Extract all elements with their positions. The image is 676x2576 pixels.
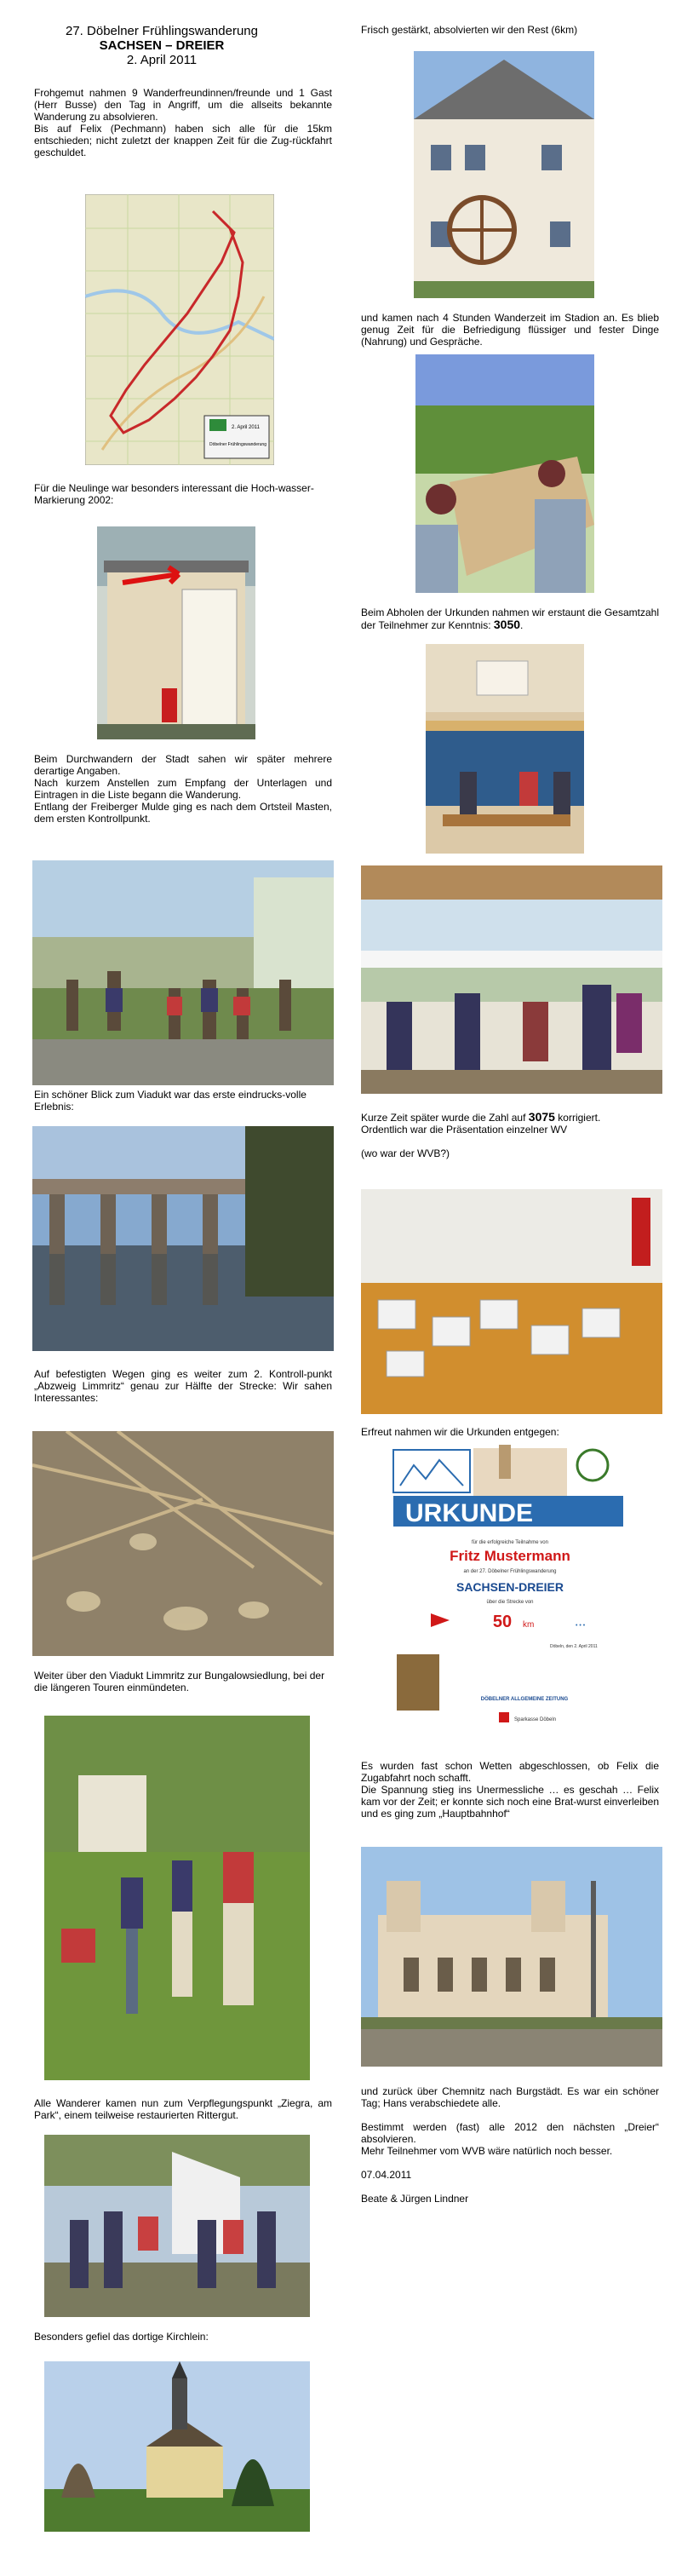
participants-count: 3050 (493, 618, 521, 631)
stadium-tables-photo (415, 354, 594, 593)
chapel-photo (44, 2361, 310, 2532)
route-map-image (85, 194, 274, 465)
certificate-heading: URKUNDE (405, 1499, 533, 1527)
svg-text:• • •: • • • (576, 1623, 586, 1629)
city-text (34, 753, 332, 825)
corrected-count: 3075 (528, 1110, 555, 1124)
frogs-photo (32, 1431, 334, 1656)
city-paragraph: Entlang der Freiberger Mulde ging es nach dem Ortsteil Masten, dem ersten Kontrollpunkt. (34, 801, 332, 825)
felix-paragraph: Es wurden fast schon Wetten abgeschlossen, ob Felix die Zugabfahrt noch schafft. (361, 1760, 659, 1784)
city-paragraph: Beim Durchwandern der Stadt sahen wir später mehrere derartige Angaben. (34, 753, 332, 777)
page-date: 2. April 2011 (126, 53, 198, 67)
hikers-group-photo (32, 860, 334, 1085)
viaduct-text: Ein schöner Blick zum Viadukt war das erste eindrucks-volle Erlebnis: (34, 1089, 306, 1113)
hall-crowd-photo (361, 865, 662, 1094)
rest-hikers-photo (44, 1716, 310, 2080)
certificate-date: Döbeln, den 2. April 2011 (550, 1644, 598, 1649)
correction-line (361, 1111, 659, 1124)
stadium-text: und kamen nach 4 Stunden Wanderzeit im Stadion an. Es blieb genug Zeit für die Befriedigung flüssiger und fester Dinge (Nahrung) und Gespräche. (361, 312, 659, 348)
report-authors: Beate & Jürgen Lindner (361, 2193, 469, 2205)
outlook-paragraph: Bestimmt werden (fast) alle 2012 den nächsten „Dreier“ absolvieren. (361, 2121, 659, 2145)
return-paragraph: und zurück über Chemnitz nach Burgstädt. Es war ein schöner Tag; Hans verabschiedete alle. (361, 2085, 659, 2109)
certificate-sponsor2: Sparkasse Döbeln (514, 1717, 557, 1722)
checkpoint-text: Auf befestigten Wegen ging es weiter zum 2. Kontroll-punkt „Abzweig Limmritz“ genau zur Hälfte der Strecke: Wir sahen Interessantes: (34, 1368, 332, 1404)
correction-text (361, 1111, 659, 1159)
intro-paragraph: Bis auf Felix (Pechmann) haben sich alle für die 15km entschieden; nicht zuletzt der knappen Zeit für die Zug-rückfahrt geschuldet. (34, 123, 332, 158)
certificate-km-unit: km (523, 1620, 535, 1630)
certificate-line3: über die Strecke von (486, 1600, 534, 1605)
closing-text (361, 2085, 659, 2205)
correction-prefix: Kurze Zeit später wurde die Zahl auf (361, 1112, 526, 1124)
registration-photo (426, 644, 584, 854)
felix-paragraph: Die Spannung stieg ins Unermessliche … es geschah … Felix kam vor der Zeit; er konnte sich noch eine Brat-wurst einverleiben und es ging zum „Hauptbahnhof“ (361, 1784, 659, 1820)
intro-text (34, 87, 332, 158)
felix-text (361, 1760, 659, 1820)
mill-house-photo (414, 51, 594, 298)
page-subtitle: SACHSEN – DREIER (99, 38, 225, 53)
correction-suffix: korrigiert. (558, 1112, 601, 1124)
flood-marker-photo (97, 526, 255, 739)
intro-paragraph: Frohgemut nahmen 9 Wanderfreundinnen/freunde und 1 Gast (Herr Busse) den Tag in Angriff, um die allseits bekannte Wanderung zu absolvieren. (34, 87, 332, 123)
certificate-sponsor1: DÖBELNER ALLGEMEINE ZEITUNG (480, 1697, 569, 1702)
certificate-line2: an der 27. Döbelner Frühlingswanderung (463, 1569, 557, 1574)
certificate-name: Fritz Mustermann (450, 1548, 570, 1564)
certificate-image (388, 1445, 632, 1753)
city-paragraph: Nach kurzem Anstellen zum Empfang der Unterlagen und Eintragen in die Liste begann die Wanderung. (34, 777, 332, 801)
limmritz-text: Weiter über den Viadukt Limmritz zur Bungalowsiedlung, bei der die längeren Touren einmündeten. (34, 1670, 325, 1693)
certificate-line1: für die erfolgreiche Teilnahme von (472, 1540, 548, 1545)
outlook-paragraph: Mehr Teilnehmer vom WVB wäre natürlich noch besser. (361, 2145, 613, 2157)
presentation-line: Ordentlich war die Präsentation einzelner WV (361, 1124, 568, 1136)
participants-text: Beim Abholen der Urkunden nahmen wir erstaunt die Gesamtzahl der Teilnehmer zur Kenntnis: 3050. (361, 607, 659, 631)
page-title: 27. Döbelner Frühlingswanderung (66, 24, 258, 38)
tent-crowd-photo (44, 2135, 310, 2317)
certificate-km: 50 (492, 1613, 513, 1631)
flood-mark-text: Für die Neulinge war besonders interessant die Hoch-wasser-Markierung 2002: (34, 482, 314, 506)
certificate-event: SACHSEN-DREIER (455, 1580, 564, 1594)
map-legend-date: 2. April 2011 (232, 425, 260, 430)
certificates-text: Erfreut nahmen wir die Urkunden entgegen: (361, 1426, 559, 1438)
page-title-block (34, 24, 289, 67)
viaduct-photo (32, 1126, 334, 1351)
map-legend-caption: Döbelner Frühlingswanderung (209, 442, 266, 447)
report-date: 07.04.2011 (361, 2169, 412, 2181)
brochures-table-photo (361, 1189, 662, 1414)
chapel-text: Besonders gefiel das dortige Kirchlein: (34, 2331, 209, 2343)
wvb-question: (wo war der WVB?) (361, 1147, 450, 1159)
railway-station-photo (361, 1847, 662, 2067)
lunch-text: Alle Wanderer kamen nun zum Verpflegungspunkt „Ziegra, am Park“, einem teilweise restaurierten Rittergut. (34, 2097, 332, 2121)
participants-prefix: Beim Abholen der Urkunden nahmen wir erstaunt die Gesamtzahl der Teilnehmer zur Kenntnis: (361, 607, 659, 631)
remaining-route-text: Frisch gestärkt, absolvierten wir den Rest (6km) (361, 24, 578, 36)
